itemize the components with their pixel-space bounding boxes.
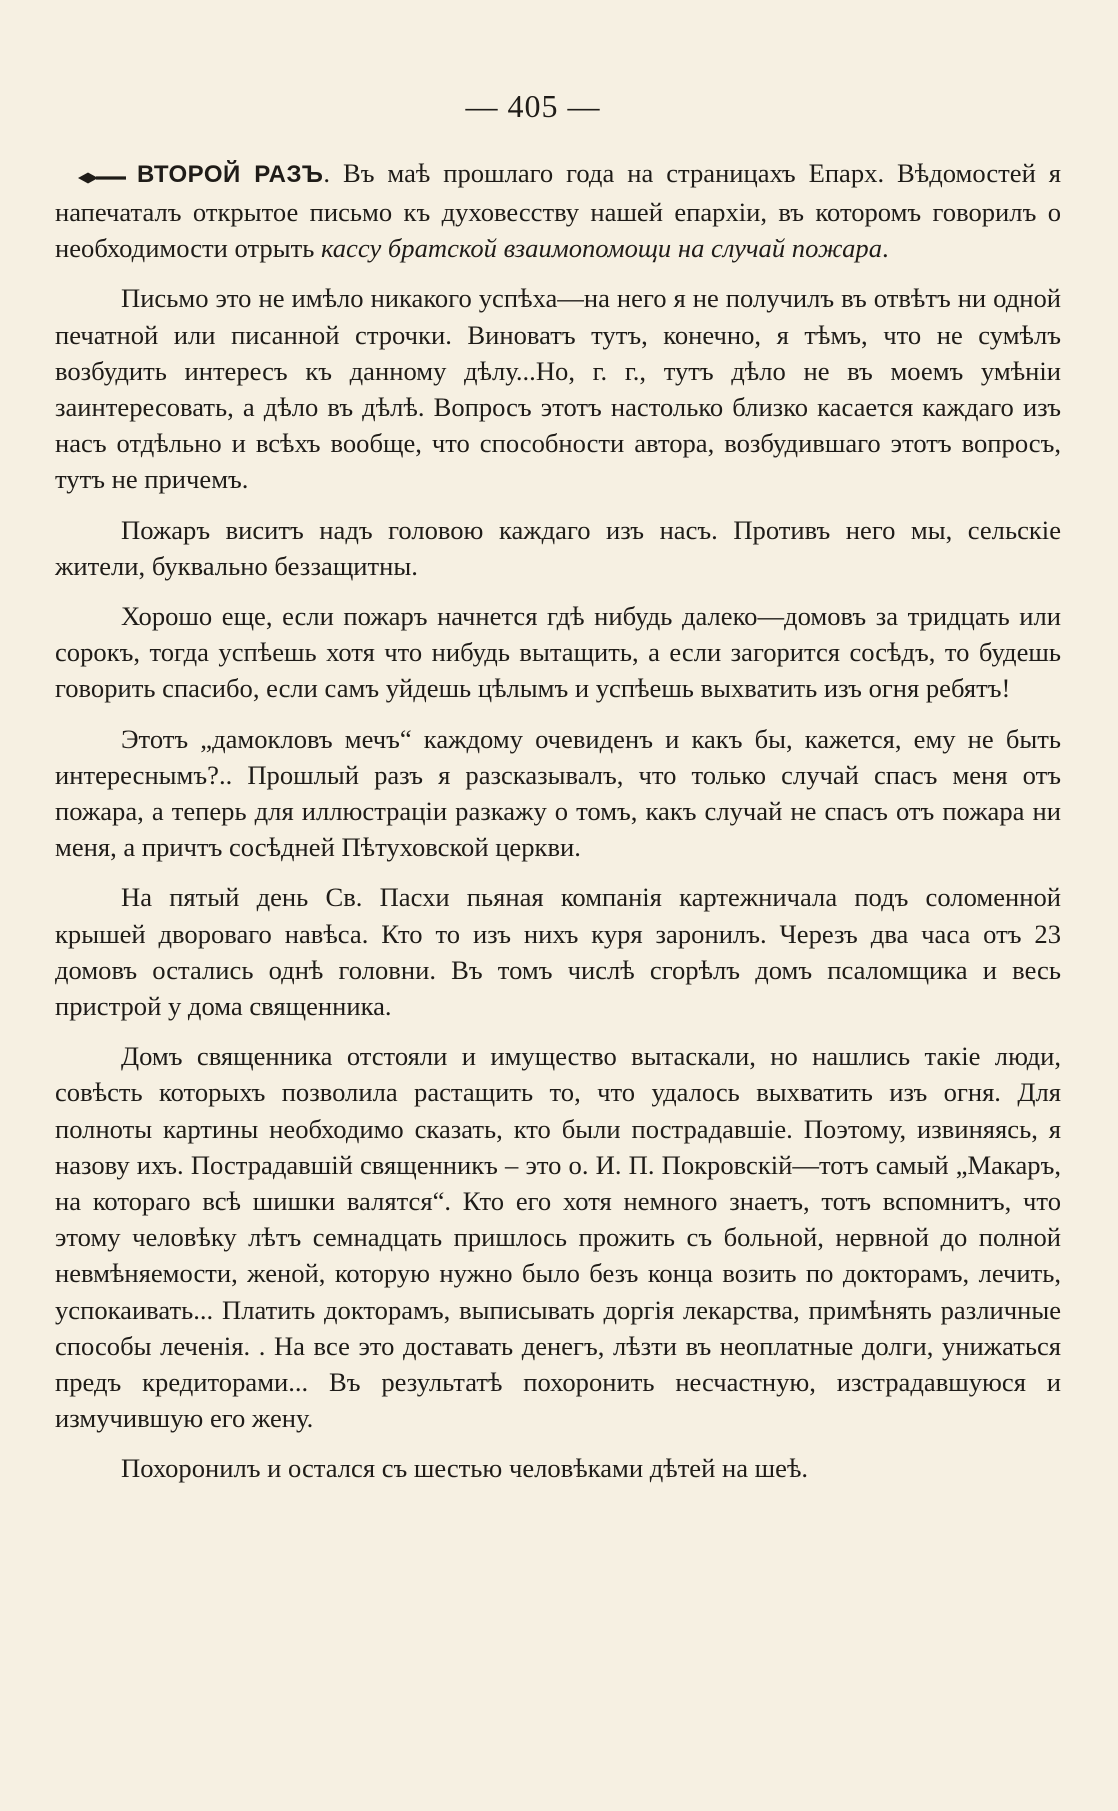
section-marker-icon	[69, 158, 135, 194]
paragraph-4: Хорошо еще, если пожаръ начнется гдѣ нибудь далеко—домовъ за тридцать или сорокъ, тогда успѣешь хотя что нибудь вытащить, а если загорится сосѣдъ, то будешь говорить спасибо, если самъ уйдешь цѣлымъ и успѣешь выхватить изъ огня ребятъ!	[55, 601, 1061, 704]
paragraph-1-italic: кассу братской взаимопомощи на случай пожара	[320, 233, 883, 264]
paragraph-1	[55, 155, 1061, 266]
paragraph-2: Письмо это не имѣло никакого успѣха—на него я не получилъ въ отвѣтъ ни одной печатной или писанной строчки. Виноватъ тутъ, конечно, я тѣмъ, что не сумѣлъ возбудить интересъ къ данному дѣлу...Но, г. г., тутъ дѣло не въ моемъ умѣніи заинтересовать, а дѣло въ дѣлѣ. Вопросъ этотъ настолько близко касается каждаго изъ насъ отдѣльно и всѣхъ вообще, что способности автора, возбудившаго этотъ вопросъ, тутъ не причемъ.	[55, 283, 1061, 495]
paragraph-1-tail: .	[882, 233, 889, 264]
page-number: — 405 —	[465, 88, 601, 124]
paragraph-3: Пожаръ виситъ надъ головою каждаго изъ насъ. Противъ него мы, сельскіе жители, буквально беззащитны.	[55, 514, 1061, 581]
document-page	[55, 88, 1061, 1501]
paragraph-8: Похоронилъ и остался съ шестью человѣками дѣтей на шеѣ.	[121, 1453, 809, 1484]
paragraph-5: Этотъ „дамокловъ мечъ“ каждому очевиденъ и какъ бы, кажется, ему не быть интереснымъ?.. Прошлый разъ я разсказывалъ, что только случай спасъ меня отъ пожара, а теперь для иллюстраціи разкажу о томъ, какъ случай не спасъ отъ пожара ни меня, а причтъ сосѣдней Пѣтуховской церкви.	[55, 723, 1061, 863]
paragraph-1-lead: . Въ маѣ прошлаго года на страницахъ Епарх. Вѣдомостей я напечаталъ открытое письмо къ духовесству нашей епархіи, въ которомъ говорилъ о необходимости отрыть	[55, 158, 1061, 264]
paragraph-6: На пятый день Св. Пасхи пьяная компанія картежничала подъ соломенной крышей двороваго навѣса. Кто то изъ нихъ куря заронилъ. Черезъ два часа отъ 23 домовъ остались однѣ головни. Въ томъ числѣ сгорѣлъ домъ псаломщика и весь пристрой у дома священника.	[55, 882, 1061, 1022]
paragraph-7: Домъ священника отстояли и имущество вытаскали, но нашлись такіе люди, совѣсть которыхъ позволила растащить то, что удалось выхватить изъ огня. Для полноты картины необходимо сказать, кто были пострадавшіе. Поэтому, извиняясь, я назову ихъ. Пострадавшій священникъ – это о. И. П. Покровскій—тотъ самый „Макаръ, на котораго всѣ шишки валятся“. Кто его хотя немного знаетъ, тотъ вспомнитъ, что этому человѣку лѣтъ семнадцать пришлось прожить съ больной, нервной до полной невмѣняемости, женой, которую нужно было безъ конца возить по докторамъ, лечить, успокаивать... Платить докторамъ, выписывать доргія лекарства, примѣнять различные способы леченія. . На все это доставать денегъ, лѣзти въ неоплатные долги, унижаться предъ кредиторами... Въ результатѣ похоронить несчастную, изстрадавшуюся и измучившую его жену.	[55, 1041, 1061, 1434]
section-title: ВТОРОЙ РАЗЪ	[137, 161, 324, 188]
